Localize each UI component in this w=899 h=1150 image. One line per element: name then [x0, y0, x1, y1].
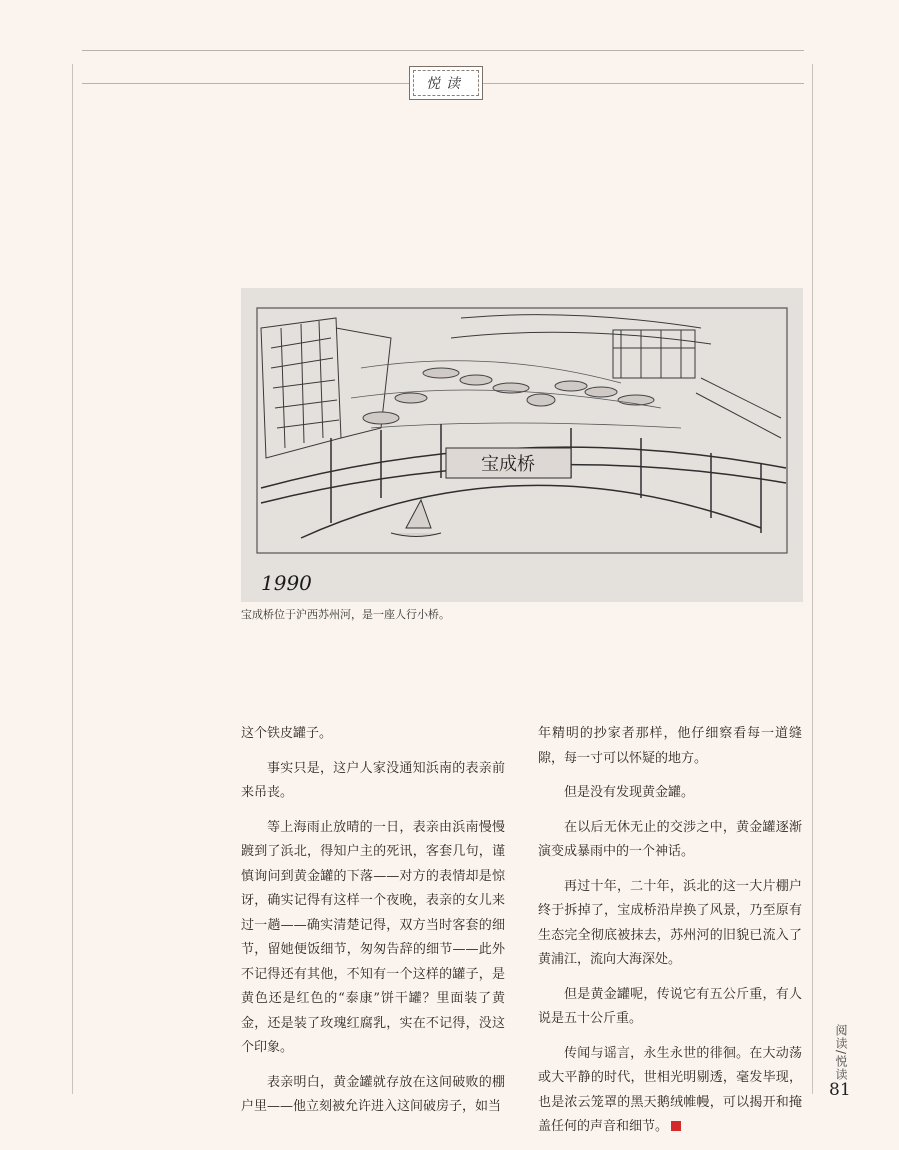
left-text-column — [241, 722, 505, 1130]
section-side-label: 阅读/悦读 — [834, 1024, 848, 1082]
paragraph: 但是没有发现黄金罐。 — [564, 785, 695, 800]
paragraph: 年精明的抄家者那样，他仔细察看每一道缝隙，每一寸可以怀疑的地方。 — [538, 726, 802, 766]
column-title: 悦读 — [426, 76, 466, 92]
paragraph — [538, 1042, 802, 1140]
paragraph: 但是黄金罐呢，传说它有五公斤重，有人说是五十公斤重。 — [538, 986, 802, 1026]
page-number: 81 — [829, 1080, 851, 1100]
paragraph: 事实只是，这户人家没通知浜南的表亲前来吊丧。 — [241, 760, 505, 800]
left-margin-rule — [72, 64, 73, 1094]
right-margin-rule — [812, 64, 813, 1094]
column-title-badge — [409, 66, 483, 100]
paragraph: 在以后无休无止的交涉之中，黄金罐逐渐演变成暴雨中的一个神话。 — [538, 819, 802, 859]
figure-caption: 宝成桥位于沪西苏州河，是一座人行小桥。 — [241, 608, 450, 621]
paragraph: 等上海雨止放晴的一日，表亲由浜南慢慢踱到了浜北，得知户主的死讯，客套几句，谨慎询问到黄金罐的下落——对方的表情却是惊讶，确实记得有这样一个夜晚，表亲的女儿来过一趟——确实清楚记得，双方当时客套的细节，留她便饭细节，匆匆告辞的细节——此外不记得还有其他，不知有一个这样的罐子，是黄色还是红色的“泰康”饼干罐？里面装了黄金，还是装了玫瑰红腐乳，实在不记得，没这个印象。 — [241, 819, 505, 1055]
paragraph-text: 传闻与谣言，永生永世的徘徊。在大动荡或大平静的时代，世相光明剔透，毫发毕现，也是浓云笼罩的黑天鹅绒帷幔，可以揭开和掩盖任何的声音和细节。 — [538, 1045, 802, 1134]
year-mark: 1990 — [261, 571, 312, 595]
end-mark-icon — [671, 1121, 681, 1131]
paragraph: 表亲明白，黄金罐就存放在这间破败的棚户里——他立刻被允许进入这间破房子，如当 — [241, 1074, 505, 1114]
bridge-sign: 宝成桥 — [481, 454, 535, 475]
paragraph: 这个铁皮罐子。 — [241, 726, 333, 741]
top-rule — [82, 50, 804, 51]
bridge-sketch-image — [241, 288, 803, 602]
paragraph: 再过十年，二十年，浜北的这一大片棚户终于拆掉了，宝成桥沿岸换了风景，乃至原有生态完全彻底被抹去，苏州河的旧貌已流入了黄浦江，流向大海深处。 — [538, 878, 802, 967]
sketch-drawing — [241, 288, 803, 602]
right-text-column — [538, 722, 802, 1150]
